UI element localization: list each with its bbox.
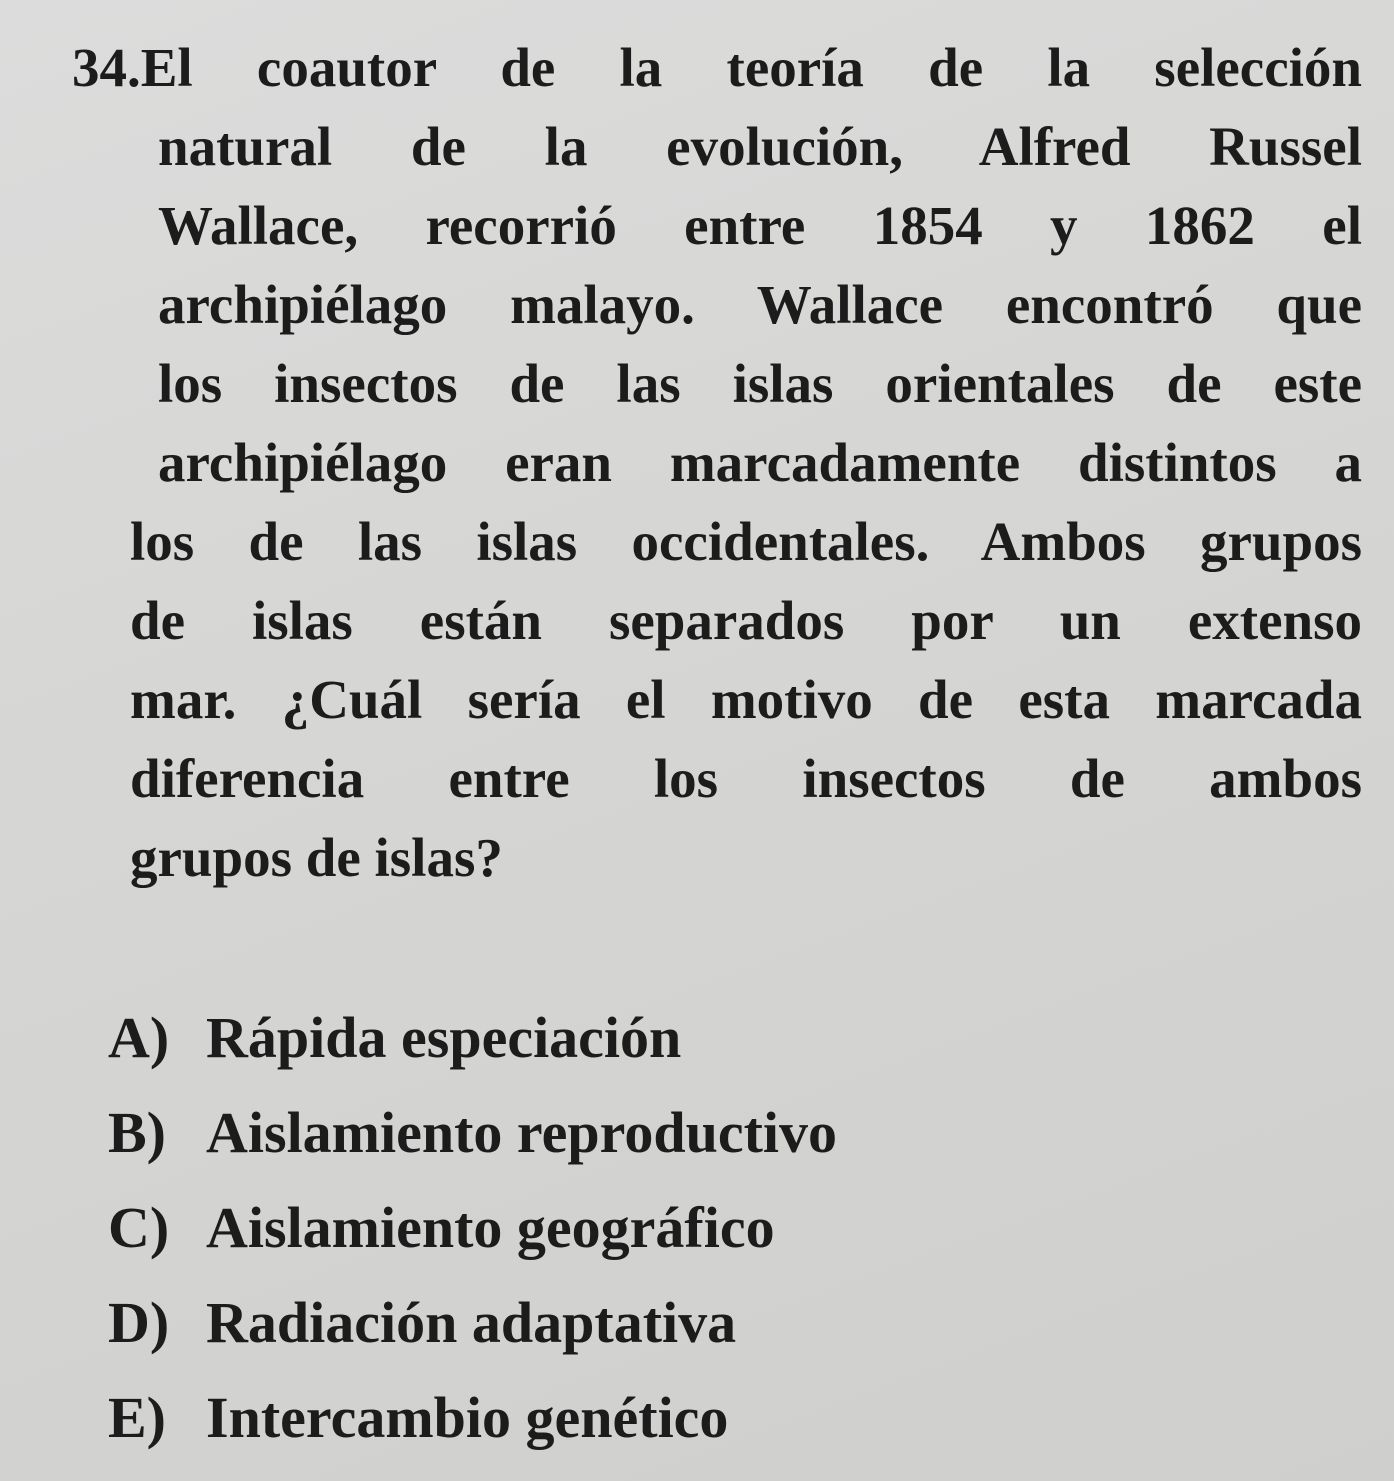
option-text: Aislamiento reproductivo — [206, 1100, 838, 1165]
question-line-6: archipiélago eran marcadamente distintos a — [158, 432, 1362, 493]
question-line-8: de islas están separados por un extenso — [130, 590, 1362, 651]
option-text: Intercambio genético — [206, 1385, 729, 1450]
question-line-4: archipiélago malayo. Wallace encontró que — [158, 274, 1362, 335]
option-letter: E) — [108, 1385, 166, 1450]
option-text: Rápida especiación — [206, 1005, 682, 1070]
question-line-1 — [72, 28, 1362, 107]
question-block — [72, 28, 1362, 897]
question-line-10: diferencia entre los insectos de ambos — [130, 748, 1362, 809]
option-text: Radiación adaptativa — [206, 1290, 737, 1355]
question-line-2: natural de la evolución, Alfred Russel — [158, 116, 1362, 177]
question-line-7: los de las islas occidentales. Ambos grupos — [130, 511, 1362, 572]
question-line-5: los insectos de las islas orientales de este — [158, 353, 1362, 414]
option-a[interactable] — [108, 990, 1208, 1085]
option-d[interactable] — [108, 1275, 1208, 1370]
option-letter: A) — [108, 1005, 170, 1070]
option-c[interactable] — [108, 1180, 1208, 1275]
option-letter: D) — [108, 1290, 170, 1355]
question-line-9: mar. ¿Cuál sería el motivo de esta marcada — [130, 669, 1362, 730]
option-b[interactable] — [108, 1085, 1208, 1180]
question-number: 34. — [72, 37, 141, 98]
option-e[interactable] — [108, 1370, 1208, 1465]
option-letter: C) — [108, 1195, 170, 1260]
question-line-11: grupos de islas? — [130, 827, 503, 888]
answer-options — [108, 990, 1208, 1465]
question-text-line: El coautor de la teoría de la selección — [140, 37, 1362, 98]
option-letter: B) — [108, 1100, 166, 1165]
question-line-3: Wallace, recorrió entre 1854 y 1862 el — [158, 195, 1362, 256]
option-text: Aislamiento geográfico — [206, 1195, 775, 1260]
